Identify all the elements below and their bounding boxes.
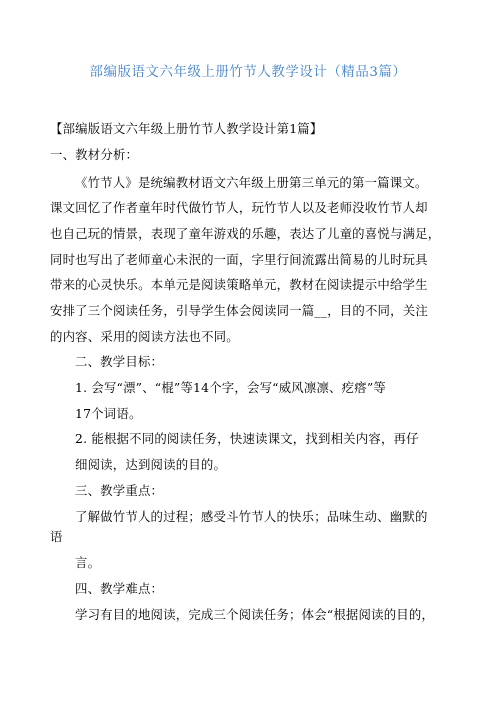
- part3-heading: 三、教学重点：: [75, 483, 164, 498]
- goal-2-line-2: 细阅读，达到阅读的目的。: [75, 457, 227, 472]
- paragraph-line: 安排了三个阅读任务，引导学生体会阅读同一篇__，目的不同，关注: [50, 303, 428, 318]
- goal-1-line-1: 1. 会写“漂”、“棍”等14个字，会写“威风凛凛、疙瘩”等: [75, 380, 386, 395]
- section-heading: 【部编版语文六年级上册竹节人教学设计第1篇】: [50, 121, 323, 136]
- paragraph-line: 课文回忆了作者童年时代做竹节人，玩竹节人以及老师没收竹节人却: [50, 200, 428, 215]
- focus-line-2: 语: [50, 529, 63, 544]
- part1-heading: 一、教材分析：: [50, 147, 139, 162]
- document-title: 部编版语文六年级上册竹节人教学设计（精品3篇）: [89, 65, 407, 80]
- difficulty-line-1: 学习有目的地阅读，完成三个阅读任务；体会“根据阅读的目的，: [75, 607, 435, 622]
- goal-1-line-2: 17个词语。: [75, 406, 142, 421]
- focus-line-3: 言。: [75, 555, 101, 570]
- part4-heading: 四、教学难点：: [75, 581, 164, 596]
- focus-line-1: 了解做竹节人的过程；感受斗竹节人的快乐；品味生动、幽默的: [75, 509, 428, 524]
- paragraph-line: 的内容、采用的阅读方法也不同。: [50, 329, 239, 344]
- part2-heading: 二、教学目标：: [75, 354, 164, 369]
- paragraph-line: 带来的心灵快乐。本单元是阅读策略单元，教材在阅读提示中给学生: [50, 277, 428, 292]
- goal-2-line-1: 2. 能根据不同的阅读任务，快速读课文，找到相关内容，再仔: [75, 431, 419, 446]
- paragraph-line: 也自己玩的情景，表现了童年游戏的乐趣，表达了儿童的喜悦与满足，: [50, 226, 441, 241]
- paragraph-line: 同时也写出了老师童心未泯的一面，字里行间流露出简易的儿时玩具: [50, 252, 428, 267]
- paragraph-line: 《竹节人》是统编教材语文六年级上册第三单元的第一篇课文。: [75, 175, 428, 190]
